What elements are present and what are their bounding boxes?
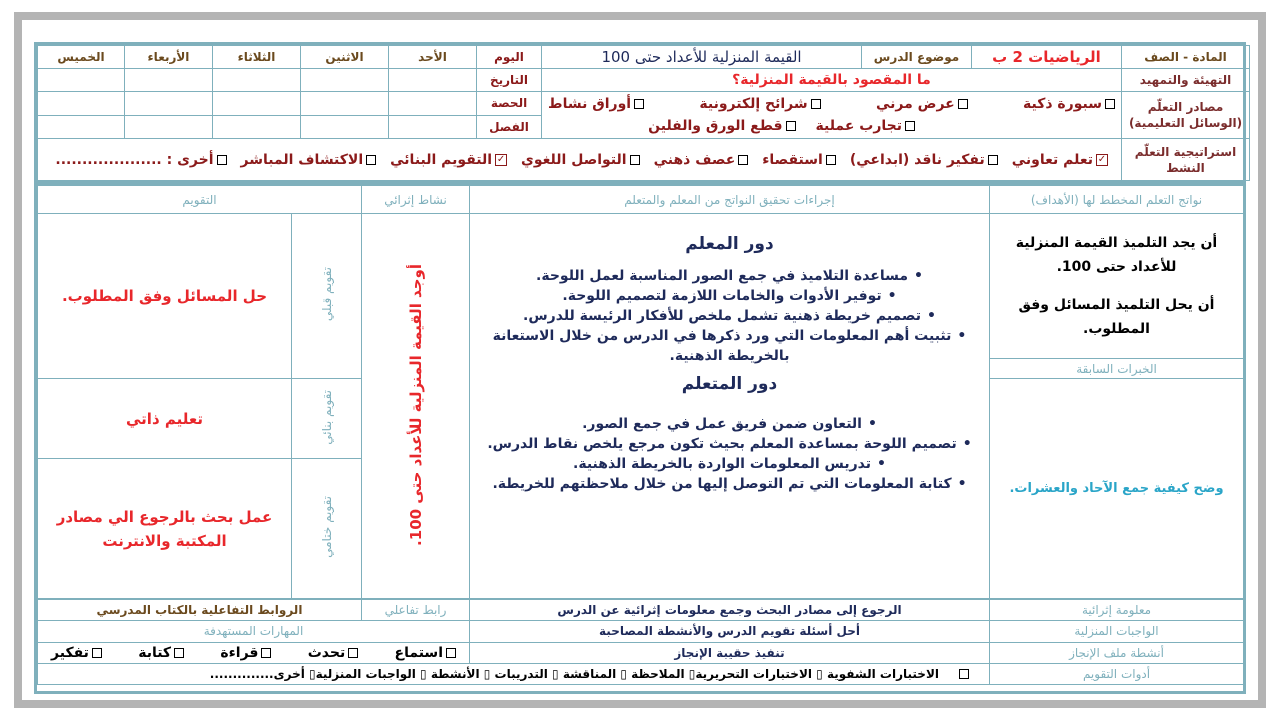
prior-label: الخبرات السابقة [990,359,1244,379]
topic-value: القيمة المنزلية للأعداد حتى 100 [542,46,862,69]
list-item: • التعاون ضمن فريق عمل في جمع الصور. [480,414,979,434]
enrichment-cell [362,214,470,599]
period-cell-2[interactable] [301,92,389,116]
skills-options [38,642,470,663]
eval-mid-value: تعليم ذاتي [38,379,292,459]
checkbox-icon [786,121,796,131]
checkbox-icon [738,155,748,165]
enrich-info-value: الرجوع إلى مصادر البحث وجمع معلومات إثرائية عن الدرس [470,600,990,621]
checkbox-icon [905,121,915,131]
strategy-inquiry[interactable]: استقصاء [762,152,836,168]
day-monday: الاثنين [301,46,389,69]
checkbox-icon [630,155,640,165]
checked-box-icon: ✓ [496,153,506,165]
learner-role-list [480,414,979,494]
outcomes-header: نواتج التعلم المخطط لها (الأهداف) [990,186,1244,214]
checked-box-icon: ✓ [1097,153,1107,165]
checkbox-icon [634,99,644,109]
date-label: التاريخ [477,69,542,92]
teacher-role-list [480,266,979,366]
strategy-other[interactable]: أخرى : .................... [55,152,226,168]
skill-writing[interactable]: كتابة [138,645,184,661]
checkbox-icon [261,648,271,658]
checkbox-icon[interactable] [959,669,969,679]
resource-worksheets[interactable]: أوراق نشاط [548,93,644,115]
subject-value: الرياضيات 2 ب [972,46,1122,69]
period-cell-3[interactable] [213,92,301,116]
list-item: • تصميم اللوحة بمساعدة المعلم بحيث تكون مرجع يلخص نقاط الدرس. [480,434,979,454]
subject-label: المادة - الصف [1122,46,1250,69]
strategy-label: استراتيجية التعلّم النشط [1122,139,1250,181]
eval-final-label: تقويم ختامي [319,496,334,558]
eval-mid-label-cell [292,379,362,459]
skill-thinking[interactable]: تفكير [51,645,102,661]
day-thursday: الخميس [38,46,125,69]
eval-mid-label: تقويم بنائي [319,389,334,445]
day-tuesday: الثلاثاء [213,46,301,69]
day-wednesday: الأربعاء [125,46,213,69]
main-table [37,185,1244,599]
strategy-brainstorm[interactable]: عصف ذهني [654,152,749,168]
interactive-value[interactable]: الروابط التفاعلية بالكتاب المدرسي [38,600,362,621]
lesson-plan-document [34,42,1246,694]
strategy-cooperative[interactable]: ✓تعلم تعاوني [1011,151,1107,168]
class-cell-3[interactable] [213,115,301,139]
strategy-critical[interactable]: تفكير ناقد (ابداعي) [850,152,998,168]
checkbox-icon [217,155,227,165]
eval-pre-label-cell [292,214,362,379]
intro-label: التهيئة والتمهيد [1122,69,1250,92]
frame-shadow [14,12,1266,708]
checkbox-icon [988,155,998,165]
enrich-info-label: معلومة إثرائية [990,600,1244,621]
strategy-formative[interactable]: ✓التقويم البنائي [390,151,506,168]
class-label: الفصل [477,115,542,139]
list-item: • تصميم خريطة ذهنية تشمل ملخص للأفكار الرئيسة للدرس. [480,306,979,326]
outcome-2: أن يحل التلميذ المسائل وفق المطلوب. [1018,297,1215,337]
interactive-label: رابط تفاعلي [362,600,470,621]
class-cell-4[interactable] [125,115,213,139]
outcome-1: أن يجد التلميذ القيمة المنزلية للأعداد حتى 100. [1015,235,1218,275]
class-cell-2[interactable] [301,115,389,139]
resource-paper-foam[interactable]: قطع الورق والفلين [648,115,795,137]
list-item: • تدريس المعلومات الواردة بالخريطة الذهنية. [480,454,979,474]
skill-listening[interactable]: استماع [395,645,457,661]
resource-smartboard[interactable]: سبورة ذكية [1023,93,1115,115]
date-cell-1[interactable] [389,69,477,92]
eval-pre-value: حل المسائل وفق المطلوب. [38,214,292,379]
eval-pre-label: تقويم قبلي [319,267,334,322]
checkbox-icon [92,648,102,658]
checkbox-icon [826,155,836,165]
strategy-options [38,139,1122,181]
strategy-discovery[interactable]: الاكتشاف المباشر [241,152,377,168]
enrichment-value: أوجد القيمة المنزلية للأعداد حتى 100. [406,263,425,546]
tools-value: الاختبارات الشفوية ▯ الاختبارات التحريرية▯ الملاحظة ▯ المناقشة ▯ التدريبات ▯ الأنشطة ▯ الواجبات المنزلية▯ أخرى.............. [38,663,990,684]
topic-label: موضوع الدرس [862,46,972,69]
checkbox-icon [958,99,968,109]
skill-speaking[interactable]: تحدث [308,645,359,661]
day-sunday: الأحد [389,46,477,69]
resources-options [542,92,1122,139]
intro-value: ما المقصود بالقيمة المنزلية؟ [542,69,1122,92]
class-cell-1[interactable] [389,115,477,139]
date-cell-3[interactable] [213,69,301,92]
resource-experiments[interactable]: تجارب عملية [816,115,915,137]
period-label: الحصة [477,92,542,116]
eval-final-value: عمل بحث بالرجوع الي مصادر المكتبة والانترنت [38,459,292,599]
checkbox-icon [348,648,358,658]
header-table [37,45,1250,181]
date-cell-2[interactable] [301,69,389,92]
resource-slides[interactable]: شرائح إلكترونية [699,93,820,115]
teacher-role-title: دور المعلم [685,234,774,254]
enrichment-header: نشاط إثرائي [362,186,470,214]
date-cell-4[interactable] [125,69,213,92]
portfolio-label: أنشطة ملف الإنجاز [990,642,1244,663]
portfolio-value: تنفيذ حقيبة الإنجاز [470,642,990,663]
list-item: • توفير الأدوات والخامات اللازمة لتصميم اللوحة. [480,286,979,306]
tools-label: أدوات التقويم [990,663,1244,684]
prior-value: وضح كيفية جمع الآحاد والعشرات. [990,379,1244,599]
outcomes-cell [990,214,1244,359]
class-cell-5[interactable] [38,115,125,139]
resource-flexible-display[interactable]: عرض مرني [876,93,968,115]
checkbox-icon [366,155,376,165]
checkbox-icon [811,99,821,109]
eval-final-label-cell [292,459,362,599]
strategy-linguistic[interactable]: التواصل اللغوي [521,152,640,168]
evaluation-header: التقويم [38,186,362,214]
homework-label: الواجبات المنزلية [990,621,1244,642]
skill-reading[interactable]: قراءة [220,645,271,661]
footer-table [37,599,1244,685]
procedures-header: إجراءات تحقيق النواتج من المعلم والمتعلم [470,186,990,214]
date-cell-5[interactable] [38,69,125,92]
procedures-cell [470,214,990,599]
period-cell-4[interactable] [125,92,213,116]
learner-role-title: دور المتعلم [681,374,778,394]
list-item: • مساعدة التلاميذ في جمع الصور المناسبة لعمل اللوحة. [480,266,979,286]
list-item: • كتابة المعلومات التي تم التوصل إليها من خلال ملاحظتهم للخريطة. [480,474,979,494]
day-label: اليوم [477,46,542,69]
period-cell-1[interactable] [389,92,477,116]
list-item: • تثبيت أهم المعلومات التي ورد ذكرها في الدرس من خلال الاستعانة بالخريطة الذهنية. [480,326,979,366]
checkbox-icon [174,648,184,658]
resources-label: مصادر التعلّم (الوسائل التعليمية) [1122,92,1250,139]
frame [22,20,1258,700]
period-cell-5[interactable] [38,92,125,116]
homework-value: أحل أسئلة تقويم الدرس والأنشطة المصاحبة [470,621,990,642]
skills-label: المهارات المستهدفة [38,621,470,642]
checkbox-icon [446,648,456,658]
checkbox-icon [1105,99,1115,109]
